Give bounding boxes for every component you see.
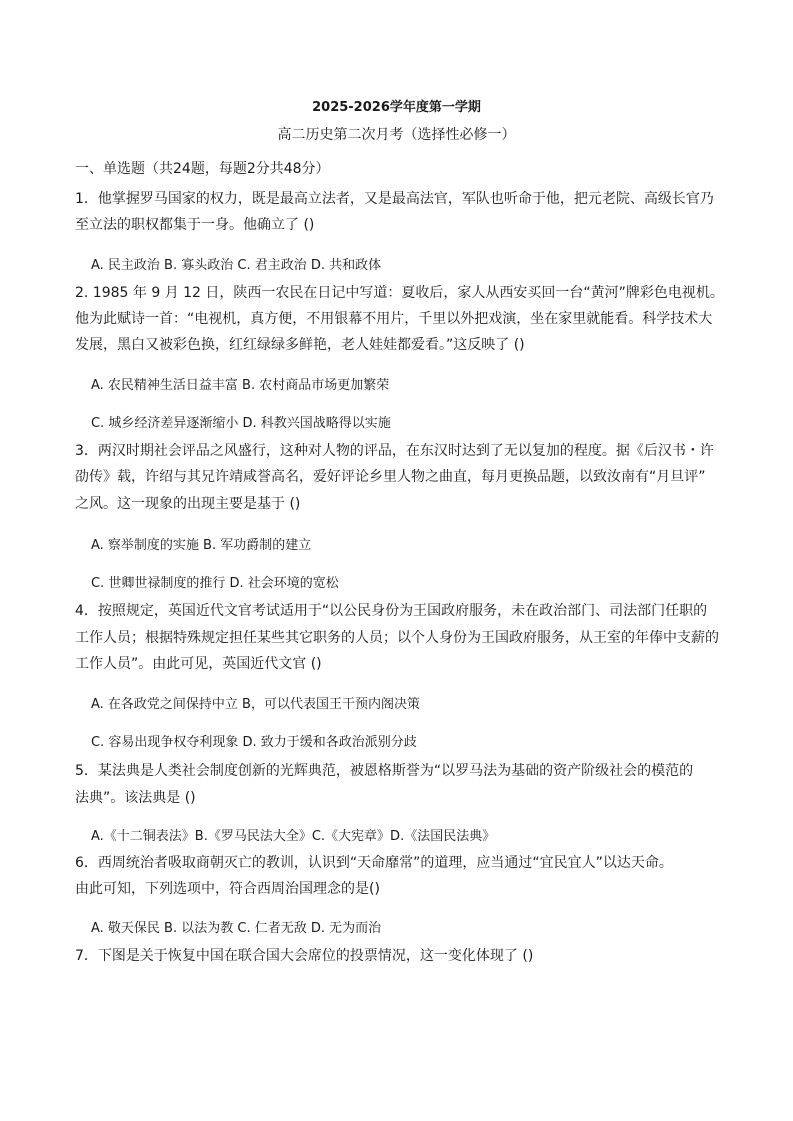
q2-options-cd: C. 城乡经济差异逐渐缩小 D. 科教兴国战略得以实施: [91, 416, 391, 431]
section-heading: 一、单选题（共24题，每题2分共48分）: [75, 161, 330, 177]
q5-line1: 5．某法典是人类社会制度创新的光辉典范，被恩格斯誉为“以罗马法为基础的资产阶级社会的模范的: [75, 763, 694, 779]
q3-line2: 劭传》载，许绍与其兄许靖咸誉高名，爱好评论乡里人物之曲直，每月更换品题，以致汝南有“月旦评”: [75, 469, 706, 485]
q6-line2: 由此可知，下列选项中，符合西周治国理念的是(): [75, 881, 380, 897]
q4-line3: 工作人员”。由此可见，英国近代文官 (): [75, 656, 322, 672]
q6-line1: 6．西周统治者吸取商朝灭亡的教训，认识到“天命靡常”的道理，应当通过“宜民宜人”以达天命。: [75, 855, 673, 871]
q5-options: A.《十二铜表法》B.《罗马民法大全》C.《大宪章》D.《法国民法典》: [91, 829, 496, 844]
q2-line3: 发展，黑白又被彩色换，红红绿绿多鲜艳，老人娃娃都爱看。”这反映了 (): [75, 337, 525, 353]
q6-options: A. 敬天保民 B. 以法为教 C. 仁者无敌 D. 无为而治: [91, 921, 382, 936]
exam-title: 高二历史第二次月考（选择性必修一）: [277, 127, 516, 143]
q4-line2: 工作人员；根据特殊规定担任某些其它职务的人员；以个人身份为王国政府服务，从王室的年俸中支薪的: [75, 630, 719, 646]
q2-options-ab: A. 农民精神生活日益丰富 B. 农村商品市场更加繁荣: [91, 378, 390, 393]
q2-line1: 2. 1985 年 9 月 12 日，陕西一农民在日记中写道：夏收后，家人从西安买回一台“黄河”牌彩色电视机。: [75, 285, 724, 301]
q4-options-ab: A. 在各政党之间保持中立 B，可以代表国王干预内阁决策: [91, 697, 420, 712]
q2-line2: 他为此赋诗一首：“电视机，真方便，不用银幕不用片，千里以外把戏演，坐在家里就能看。科学技术大: [75, 311, 713, 327]
q3-line3: 之风。这一现象的出现主要是基于 (): [75, 496, 301, 512]
q1-line1: 1．他掌握罗马国家的权力，既是最高立法者，又是最高法官，军队也听命于他，把元老院、高级长官乃: [75, 191, 714, 207]
q4-line1: 4．按照规定，英国近代文官考试适用于“以公民身份为王国政府服务，未在政治部门、司法部门任职的: [75, 603, 708, 619]
q4-options-cd: C. 容易出现争权夺利现象 D. 致力于缓和各政治派别分歧: [91, 735, 417, 750]
q7-line1: 7．下图是关于恢复中国在联合国大会席位的投票情况，这一变化体现了 (): [75, 948, 534, 964]
q5-line2: 法典”。该法典是 (): [75, 790, 196, 806]
q3-options-ab: A. 察举制度的实施 B. 军功爵制的建立: [91, 538, 312, 553]
q1-options: A. 民主政治 B. 寡头政治 C. 君主政治 D. 共和政体: [91, 258, 382, 273]
term-title: 2025-2026学年度第一学期: [312, 100, 481, 115]
q1-line2: 至立法的职权都集于一身。他确立了 (): [75, 217, 315, 233]
q3-line1: 3．两汉时期社会评品之风盛行，这种对人物的评品，在东汉时达到了无以复加的程度。据《后汉书・许: [75, 443, 714, 459]
q3-options-cd: C. 世卿世禄制度的推行 D. 社会环境的宽松: [91, 576, 339, 591]
